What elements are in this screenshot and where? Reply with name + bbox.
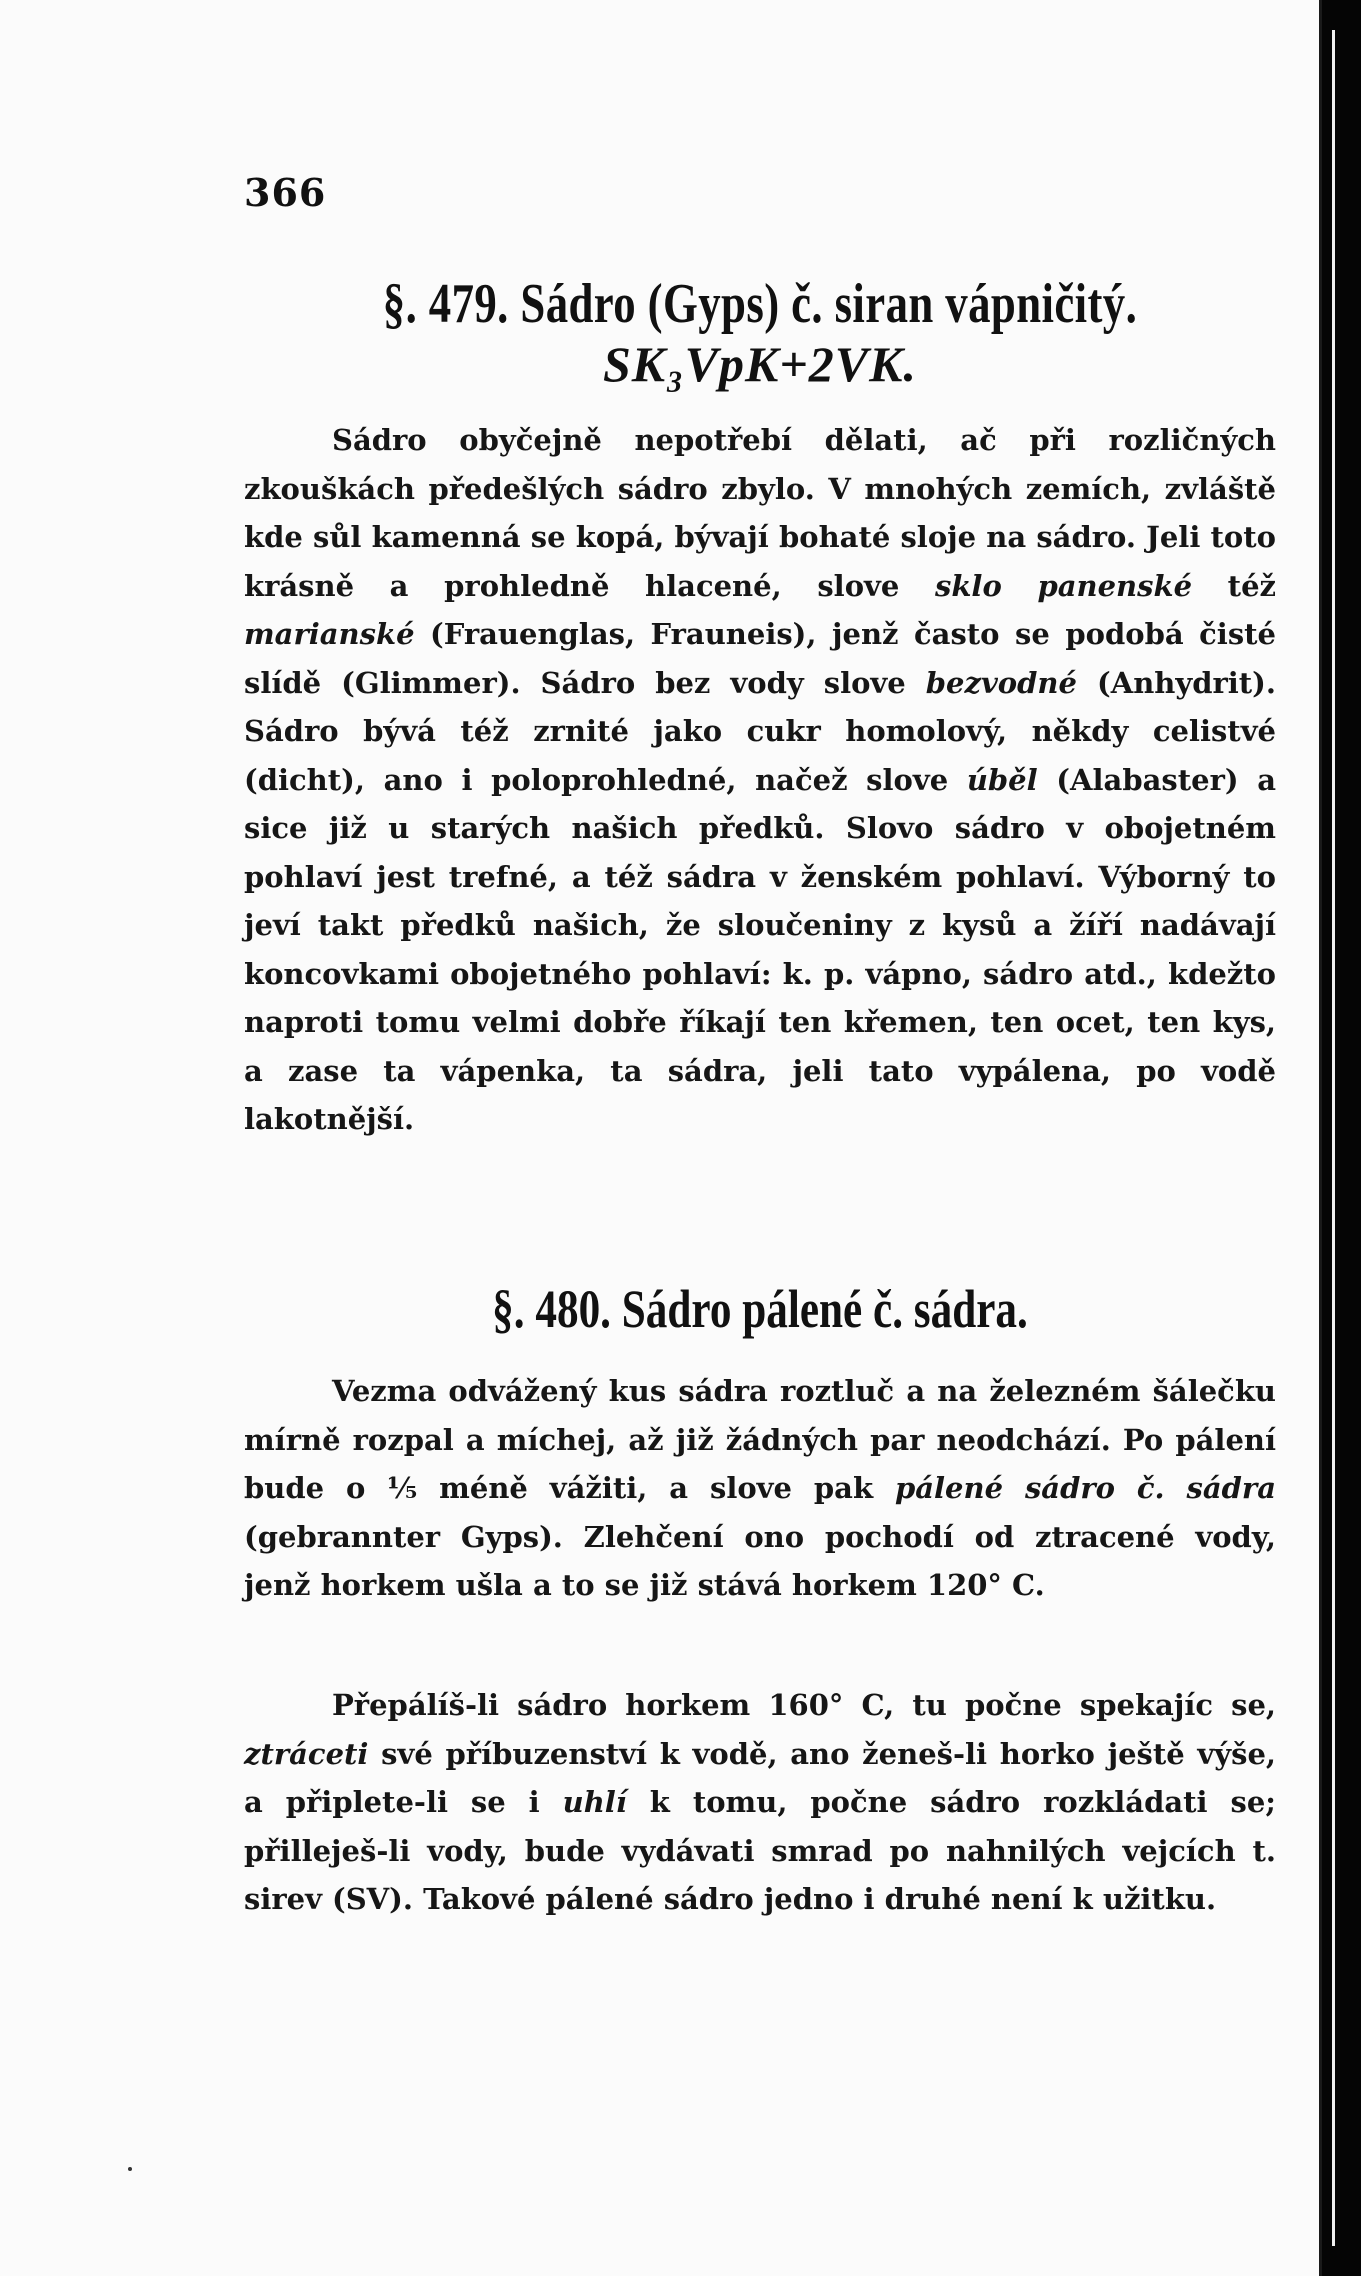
text-run: své příbuzenství k vodě, ano ženeš-li horko ještě výše, a připlete-li se i (244, 1736, 1276, 1819)
section-480-paragraph-2 (244, 1681, 1276, 1924)
emphasized-term: sklo panenské (935, 568, 1193, 603)
section-480-heading: §. 480. Sádro pálené č. sádra. (492, 1279, 1028, 1339)
page-number: 366 (244, 170, 327, 215)
text-run: (gebrannter Gyps). Zlehčení ono pochodí od ztracené vody, jenž horkem ušla a to se již stává horkem 120° C. (244, 1519, 1276, 1602)
text-run: Sádro obyčejně nepotřebí dělati, ač při rozličných zkouškách předešlých sádro zbylo. V mnohých zemích, zvláště kde sůl kamenná se kopá, bývají bohaté sloje na sádro. Jeli toto krásně a prohledně hlacené, slove (244, 423, 1276, 603)
emphasized-term: marianské (244, 617, 415, 651)
page-edge-line (1332, 30, 1335, 2246)
text-run: Vezma odvážený kus sádra roztluč a na železném šálečku mírně rozpal a míchej, až již žádných par neodchází. Po pálení bude o ⅕ méně vážiti, a slove pak (244, 1374, 1276, 1505)
emphasized-term: ztráceti (244, 1736, 369, 1771)
text-run: (Anhydrit). Sádro bývá též zrnité jako cukr homolový, někdy celistvé (dicht), ano i poloprohledné, načež slove (244, 665, 1276, 797)
text-run: (Alabaster) a sice již u starých našich předků. Slovo sádro v obojetném pohlaví jest trefné, a též sádra v ženském pohlaví. Výborný to jeví takt předků našich, že sloučeniny z kysů a žíří nadávají koncovkami obojetného pohlaví: k. p. vápno, sádro atd., kdežto naproti tomu velmi dobře říkají ten křemen, ten ocet, ten kys, a zase ta vápenka, ta sádra, jeli tato vypálena, po vodě lakotnější. (244, 762, 1276, 1136)
scan-speck (128, 2167, 132, 2171)
emphasized-term: bezvodné (925, 665, 1077, 700)
text-run: též (1192, 568, 1276, 603)
text-run: Přepálíš-li sádro horkem 160° C, tu počne spekajíc se, (332, 1688, 1276, 1722)
section-480-paragraph-1 (244, 1367, 1276, 1610)
text-run: (Frauenglas, Frauneis), jenž často se podobá čisté slídě (Glimmer). Sádro bez vody slove (244, 617, 1276, 700)
chemical-formula: SK₃VpK+2VK. (603, 336, 917, 392)
section-479-heading: §. 479. Sádro (Gyps) č. siran vápničitý. (382, 273, 1138, 335)
emphasized-term: pálené sádro č. sádra (894, 1471, 1276, 1505)
section-479-paragraph (244, 416, 1276, 1144)
emphasized-term: uhlí (562, 1785, 627, 1819)
scan-edge-strip (1322, 0, 1361, 2276)
emphasized-term: úběl (966, 762, 1038, 797)
text-run: k tomu, počne sádro rozkládati se; přilleješ-li vody, bude vydávati smrad po nahnilých vejcích t. sirev (SV). Takové pálené sádro jedno i druhé není k užitku. (244, 1785, 1277, 1916)
